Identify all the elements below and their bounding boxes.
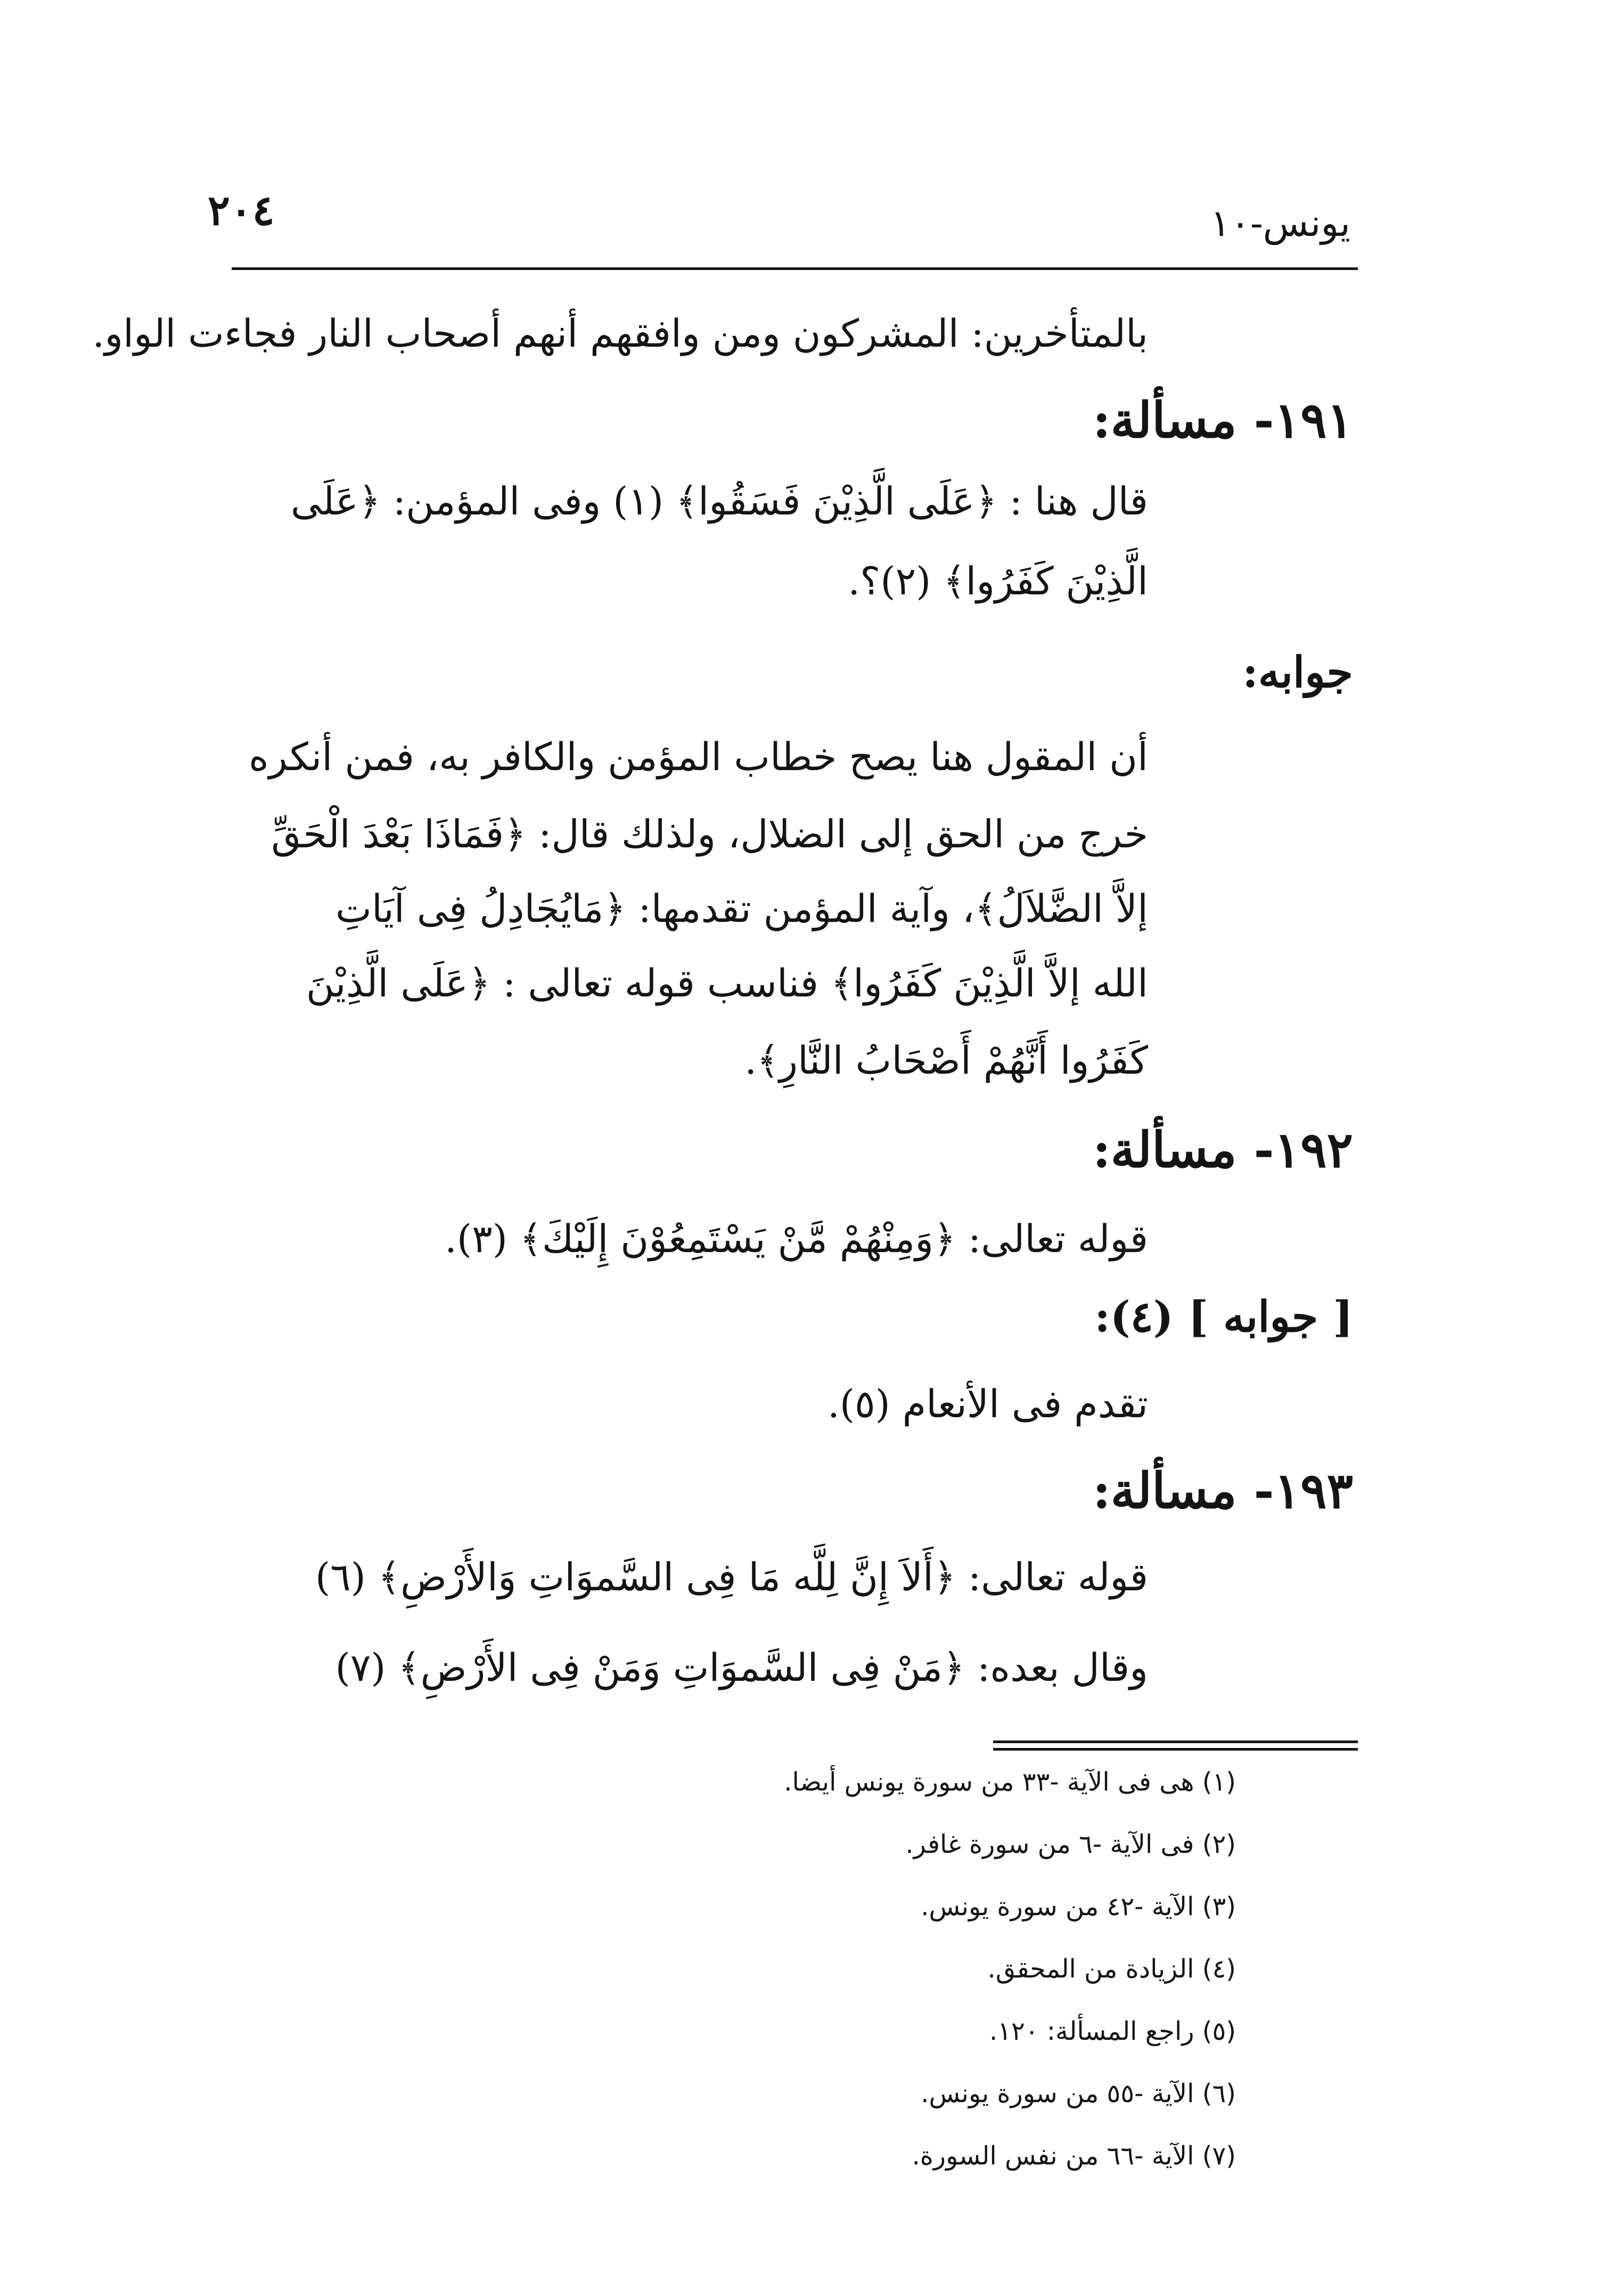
- answer-191-line-3: إلاَّ الضَّلاَلُ﴾، وآية المؤمن تقدمها: ﴿مَايُجَادِلُ فِى آيَاتِ: [335, 886, 1148, 931]
- answer-191-line-1: أن المقول هنا يصح خطاب المؤمن والكافر به، فمن أنكره: [249, 734, 1148, 779]
- question-193-text-line-1: قوله تعالى: ﴿أَلاَ إِنَّ لِلَّه مَا فِى السَّموَاتِ وَالأَرْضِ﴾ (٦): [315, 1555, 1148, 1599]
- question-192-text: قوله تعالى: ﴿وَمِنْهُمْ مَّنْ يَسْتَمِعُوْنَ إِلَيْكَ﴾ (٣).: [445, 1216, 1148, 1261]
- page-number: ٢٠٤: [208, 186, 275, 235]
- answer-192-text: تقدم فى الأنعام (٥).: [827, 1382, 1148, 1426]
- question-191-text-line-2: الَّذِيْنَ كَفَرُوا﴾ (٢)؟.: [848, 559, 1148, 603]
- question-191-heading: ١٩١- مسألة:: [1092, 391, 1353, 449]
- footnote-6: (٦) الآية -٥٥ من سورة يونس.: [921, 2079, 1236, 2109]
- answer-191-heading: جوابه:: [1242, 647, 1353, 697]
- footnote-separator-rule: [993, 1748, 1358, 1751]
- header-rule: [232, 267, 1358, 270]
- footnote-separator-rule: [993, 1741, 1358, 1743]
- answer-192-heading: [ جوابه ] (٤):: [1094, 1292, 1353, 1342]
- body-line-continuation: بالمتأخرين: المشركون ومن وافقهم أنهم أصحاب النار فجاءت الواو.: [92, 311, 1148, 356]
- answer-191-line-4: الله إلاَّ الَّذِيْنَ كَفَرُوا﴾ فناسب قوله تعالى : ﴿عَلَى الَّذِيْنَ: [306, 961, 1148, 1006]
- question-192-heading: ١٩٢- مسألة:: [1092, 1121, 1353, 1179]
- footnote-5: (٥) راجع المسألة: ١٢٠.: [989, 2016, 1236, 2046]
- answer-191-line-2: خرج من الحق إلى الضلال، ولذلك قال: ﴿فَمَاذَا بَعْدَ الْحَقِّ: [271, 812, 1148, 856]
- footnote-4: (٤) الزيادة من المحقق.: [987, 1954, 1236, 1984]
- footnote-2: (٢) فى الآية -٦ من سورة غافر.: [905, 1829, 1236, 1859]
- running-title: يونس-١٠: [1210, 201, 1350, 245]
- footnote-3: (٣) الآية -٤٢ من سورة يونس.: [921, 1892, 1236, 1922]
- answer-191-line-5: كَفَرُوا أَنَّهُمْ أَصْحَابُ النَّارِ﴾.: [744, 1038, 1148, 1083]
- footnote-7: (٧) الآية -٦٦ من نفس السورة.: [912, 2141, 1236, 2171]
- question-191-text-line-1: قال هنا : ﴿عَلَى الَّذِيْنَ فَسَقُوا﴾ (١) وفى المؤمن: ﴿عَلَى: [290, 479, 1148, 524]
- question-193-heading: ١٩٣- مسألة:: [1092, 1462, 1353, 1519]
- question-193-text-line-2: وقال بعده: ﴿مَنْ فِى السَّموَاتِ وَمَنْ فِى الأَرْضِ﴾ (٧): [335, 1645, 1148, 1690]
- footnote-1: (١) هى فى الآية -٣٣ من سورة يونس أيضا.: [784, 1767, 1236, 1797]
